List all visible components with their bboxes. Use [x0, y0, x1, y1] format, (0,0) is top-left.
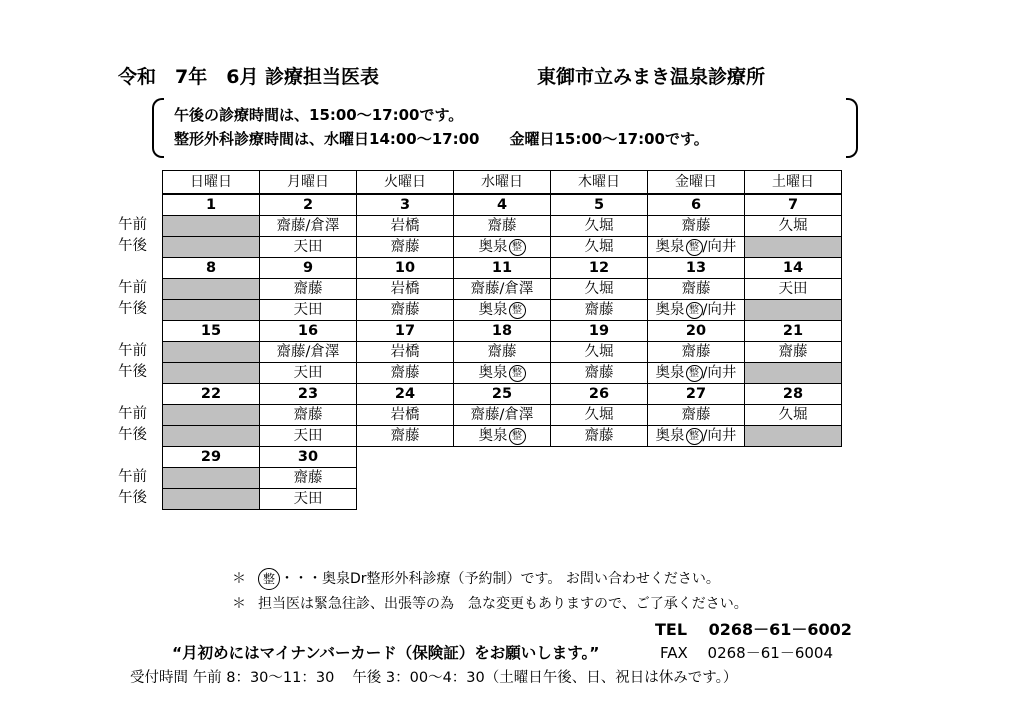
doctor-name-suffix: /向井	[702, 428, 737, 444]
note-orthopedic-text: ・・・奥泉Dr整形外科診療（予約制）です。 お問い合わせください。	[280, 571, 720, 587]
doctor-name: 岩橋	[390, 218, 420, 234]
am-doctor-cell	[260, 279, 357, 300]
date-cell: 9	[260, 258, 357, 279]
doctor-name: 岩橋	[390, 407, 420, 423]
am-doctor-cell	[357, 279, 454, 300]
date-cell: 19	[551, 321, 648, 342]
empty-cell	[454, 489, 551, 510]
reception-pm: 午後 3：00～4：30（土曜日午後、日、祝日は休みです。）	[352, 670, 738, 686]
pm-doctor-cell	[454, 237, 551, 258]
closed-cell	[163, 489, 260, 510]
phone-number: TEL 0268－61－6002	[655, 620, 852, 639]
doctor-name: 奥泉	[478, 365, 508, 381]
doctor-name: 齋藤/倉澤	[470, 407, 534, 423]
orthopedic-mark-icon: 整	[509, 239, 526, 256]
pm-doctor-cell	[260, 363, 357, 384]
doctor-name: 岩橋	[390, 344, 420, 360]
doctor-name: 齋藤	[293, 407, 323, 423]
doctor-name: 齋藤/倉澤	[470, 281, 534, 297]
doctor-name-suffix: /向井	[702, 239, 737, 255]
empty-cell	[551, 468, 648, 489]
pm-row	[163, 489, 842, 510]
pm-doctor-cell	[648, 426, 745, 447]
doctor-name: 天田	[293, 239, 323, 255]
doctor-name: 久堀	[584, 407, 614, 423]
pm-doctor-cell	[260, 237, 357, 258]
doctor-name: 齋藤	[390, 365, 420, 381]
note-changes-text: 担当医は緊急往診、出張等の為 急な変更もありますので、ご了承ください。	[258, 596, 748, 612]
am-row	[163, 216, 842, 237]
closed-cell	[163, 426, 260, 447]
closed-cell	[163, 405, 260, 426]
am-label: 午前	[118, 280, 147, 296]
doctor-name: 天田	[293, 428, 323, 444]
am-doctor-cell	[454, 405, 551, 426]
am-doctor-cell	[648, 405, 745, 426]
pm-label: 午後	[118, 238, 147, 254]
date-cell: 28	[745, 384, 842, 405]
am-doctor-cell	[454, 216, 551, 237]
doctor-name: 久堀	[584, 218, 614, 234]
closed-cell	[163, 279, 260, 300]
pm-doctor-cell	[357, 426, 454, 447]
pm-doctor-cell	[454, 300, 551, 321]
doctor-name: 齋藤/倉澤	[276, 344, 340, 360]
am-label: 午前	[118, 343, 147, 359]
pm-row	[163, 426, 842, 447]
date-cell: 1	[163, 194, 260, 216]
closed-cell	[163, 468, 260, 489]
am-doctor-cell	[260, 342, 357, 363]
weekday-header: 金曜日	[648, 171, 745, 195]
pm-doctor-cell	[551, 426, 648, 447]
date-cell: 25	[454, 384, 551, 405]
clinic-name: 東御市立みまき温泉診療所	[537, 66, 766, 88]
doctor-name: 久堀	[584, 344, 614, 360]
doctor-name: 久堀	[778, 407, 808, 423]
doctor-name: 齋藤	[293, 470, 323, 486]
closed-cell	[745, 363, 842, 384]
weekday-header: 日曜日	[163, 171, 260, 195]
doctor-name: 齋藤/倉澤	[276, 218, 340, 234]
closed-cell	[163, 342, 260, 363]
date-cell: 8	[163, 258, 260, 279]
am-label: 午前	[118, 406, 147, 422]
weekday-header: 火曜日	[357, 171, 454, 195]
am-label: 午前	[118, 217, 147, 233]
am-doctor-cell	[551, 216, 648, 237]
doctor-name: 奥泉	[655, 365, 685, 381]
empty-cell	[745, 447, 842, 468]
pm-label: 午後	[118, 427, 147, 443]
closed-cell	[163, 300, 260, 321]
doctor-name: 久堀	[584, 239, 614, 255]
empty-cell	[357, 447, 454, 468]
date-cell: 5	[551, 194, 648, 216]
pm-label: 午後	[118, 301, 147, 317]
mynumber-notice: “月初めにはマイナンバーカード（保険証）をお願いします。”	[172, 644, 600, 662]
weekday-header: 木曜日	[551, 171, 648, 195]
closed-cell	[163, 363, 260, 384]
date-cell: 2	[260, 194, 357, 216]
doctor-name: 天田	[293, 491, 323, 507]
orthopedic-hours: 整形外科診療時間は、水曜日14:00～17:00 金曜日15:00～17:00です。	[174, 130, 709, 148]
date-cell: 23	[260, 384, 357, 405]
closed-cell	[163, 237, 260, 258]
pm-doctor-cell	[454, 426, 551, 447]
weekday-header: 月曜日	[260, 171, 357, 195]
date-cell: 17	[357, 321, 454, 342]
date-cell: 12	[551, 258, 648, 279]
pm-doctor-cell	[648, 300, 745, 321]
date-row	[163, 384, 842, 405]
date-cell: 22	[163, 384, 260, 405]
doctor-name: 齋藤	[681, 281, 711, 297]
am-doctor-cell	[357, 405, 454, 426]
doctor-name: 齋藤	[487, 218, 517, 234]
doctor-name: 齋藤	[487, 344, 517, 360]
date-cell: 26	[551, 384, 648, 405]
doctor-name: 齋藤	[584, 302, 614, 318]
date-cell: 15	[163, 321, 260, 342]
orthopedic-mark-icon: 整	[686, 239, 703, 256]
doctor-name: 齋藤	[584, 428, 614, 444]
empty-cell	[648, 489, 745, 510]
pm-doctor-cell	[454, 363, 551, 384]
am-doctor-cell	[648, 279, 745, 300]
doctor-name: 齋藤	[390, 302, 420, 318]
date-cell: 24	[357, 384, 454, 405]
doctor-name: 齋藤	[778, 344, 808, 360]
doctor-name: 齋藤	[681, 218, 711, 234]
note-asterisk: ＊	[232, 571, 246, 587]
orthopedic-mark-icon: 整	[258, 568, 280, 590]
doctor-name: 奥泉	[478, 302, 508, 318]
orthopedic-mark-icon: 整	[509, 302, 526, 319]
pm-doctor-cell	[260, 489, 357, 510]
doctor-name: 奥泉	[655, 428, 685, 444]
fax-number: FAX 0268－61－6004	[660, 644, 833, 662]
closed-cell	[745, 237, 842, 258]
date-cell: 11	[454, 258, 551, 279]
date-cell: 16	[260, 321, 357, 342]
doctor-name-suffix: /向井	[702, 365, 737, 381]
date-cell: 4	[454, 194, 551, 216]
doctor-name: 齋藤	[584, 365, 614, 381]
date-cell: 29	[163, 447, 260, 468]
am-doctor-cell	[648, 342, 745, 363]
date-cell: 21	[745, 321, 842, 342]
closed-cell	[745, 300, 842, 321]
reception-hours	[130, 666, 737, 687]
left-bracket	[152, 98, 164, 158]
empty-cell	[648, 447, 745, 468]
date-row	[163, 447, 842, 468]
am-doctor-cell	[260, 405, 357, 426]
doctor-name: 奥泉	[478, 428, 508, 444]
am-doctor-cell	[357, 216, 454, 237]
afternoon-hours: 午後の診療時間は、15:00～17:00です。	[174, 106, 464, 124]
am-row	[163, 468, 842, 489]
pm-doctor-cell	[357, 237, 454, 258]
am-doctor-cell	[745, 279, 842, 300]
empty-cell	[454, 447, 551, 468]
empty-cell	[357, 468, 454, 489]
doctor-name: 齋藤	[390, 239, 420, 255]
doctor-name: 奥泉	[478, 239, 508, 255]
doctor-name: 天田	[293, 302, 323, 318]
am-doctor-cell	[745, 342, 842, 363]
page-title: 令和 7年 6月 診療担当医表	[118, 66, 380, 88]
date-row	[163, 321, 842, 342]
date-cell: 7	[745, 194, 842, 216]
am-row	[163, 342, 842, 363]
am-label: 午前	[118, 469, 147, 485]
pm-doctor-cell	[551, 237, 648, 258]
pm-row	[163, 300, 842, 321]
date-cell: 14	[745, 258, 842, 279]
date-cell: 6	[648, 194, 745, 216]
orthopedic-mark-icon: 整	[686, 302, 703, 319]
date-cell: 3	[357, 194, 454, 216]
pm-doctor-cell	[648, 237, 745, 258]
am-doctor-cell	[357, 342, 454, 363]
doctor-name: 齋藤	[390, 428, 420, 444]
orthopedic-mark-icon: 整	[686, 365, 703, 382]
date-cell: 18	[454, 321, 551, 342]
weekday-header: 水曜日	[454, 171, 551, 195]
empty-cell	[454, 468, 551, 489]
empty-cell	[745, 489, 842, 510]
orthopedic-mark-icon: 整	[686, 428, 703, 445]
pm-label: 午後	[118, 364, 147, 380]
right-bracket	[846, 98, 858, 158]
am-doctor-cell	[454, 342, 551, 363]
date-row	[163, 194, 842, 216]
doctor-name: 齋藤	[681, 407, 711, 423]
orthopedic-mark-icon: 整	[509, 365, 526, 382]
reception-am: 受付時間 午前 8：30～11：30	[130, 670, 335, 686]
empty-cell	[357, 489, 454, 510]
date-cell: 13	[648, 258, 745, 279]
am-doctor-cell	[551, 279, 648, 300]
doctor-name: 久堀	[584, 281, 614, 297]
am-doctor-cell	[454, 279, 551, 300]
doctor-name: 奥泉	[655, 239, 685, 255]
date-cell: 27	[648, 384, 745, 405]
am-doctor-cell	[260, 216, 357, 237]
pm-doctor-cell	[551, 300, 648, 321]
empty-cell	[745, 468, 842, 489]
doctor-name: 久堀	[778, 218, 808, 234]
am-doctor-cell	[745, 405, 842, 426]
pm-doctor-cell	[648, 363, 745, 384]
doctor-name-suffix: /向井	[702, 302, 737, 318]
weekday-header: 土曜日	[745, 171, 842, 195]
pm-doctor-cell	[551, 363, 648, 384]
am-doctor-cell	[551, 342, 648, 363]
pm-doctor-cell	[357, 363, 454, 384]
empty-cell	[551, 447, 648, 468]
date-row	[163, 258, 842, 279]
closed-cell	[163, 216, 260, 237]
pm-doctor-cell	[260, 300, 357, 321]
pm-label: 午後	[118, 490, 147, 506]
am-row	[163, 405, 842, 426]
pm-doctor-cell	[357, 300, 454, 321]
doctor-name: 天田	[778, 281, 808, 297]
empty-cell	[551, 489, 648, 510]
schedule-table	[162, 170, 842, 510]
hours-notice	[152, 98, 858, 158]
pm-row	[163, 363, 842, 384]
doctor-name: 岩橋	[390, 281, 420, 297]
note-asterisk: ＊	[232, 596, 246, 612]
pm-row	[163, 237, 842, 258]
doctor-name: 齋藤	[293, 281, 323, 297]
date-cell: 10	[357, 258, 454, 279]
am-doctor-cell	[648, 216, 745, 237]
note-changes	[232, 593, 748, 613]
empty-cell	[648, 468, 745, 489]
doctor-name: 天田	[293, 365, 323, 381]
weekday-header-row	[163, 171, 842, 195]
orthopedic-mark-icon: 整	[509, 428, 526, 445]
note-orthopedic	[232, 568, 720, 590]
doctor-name: 齋藤	[681, 344, 711, 360]
pm-doctor-cell	[260, 426, 357, 447]
closed-cell	[745, 426, 842, 447]
doctor-name: 奥泉	[655, 302, 685, 318]
date-cell: 20	[648, 321, 745, 342]
am-doctor-cell	[745, 216, 842, 237]
am-doctor-cell	[551, 405, 648, 426]
am-doctor-cell	[260, 468, 357, 489]
date-cell: 30	[260, 447, 357, 468]
am-row	[163, 279, 842, 300]
